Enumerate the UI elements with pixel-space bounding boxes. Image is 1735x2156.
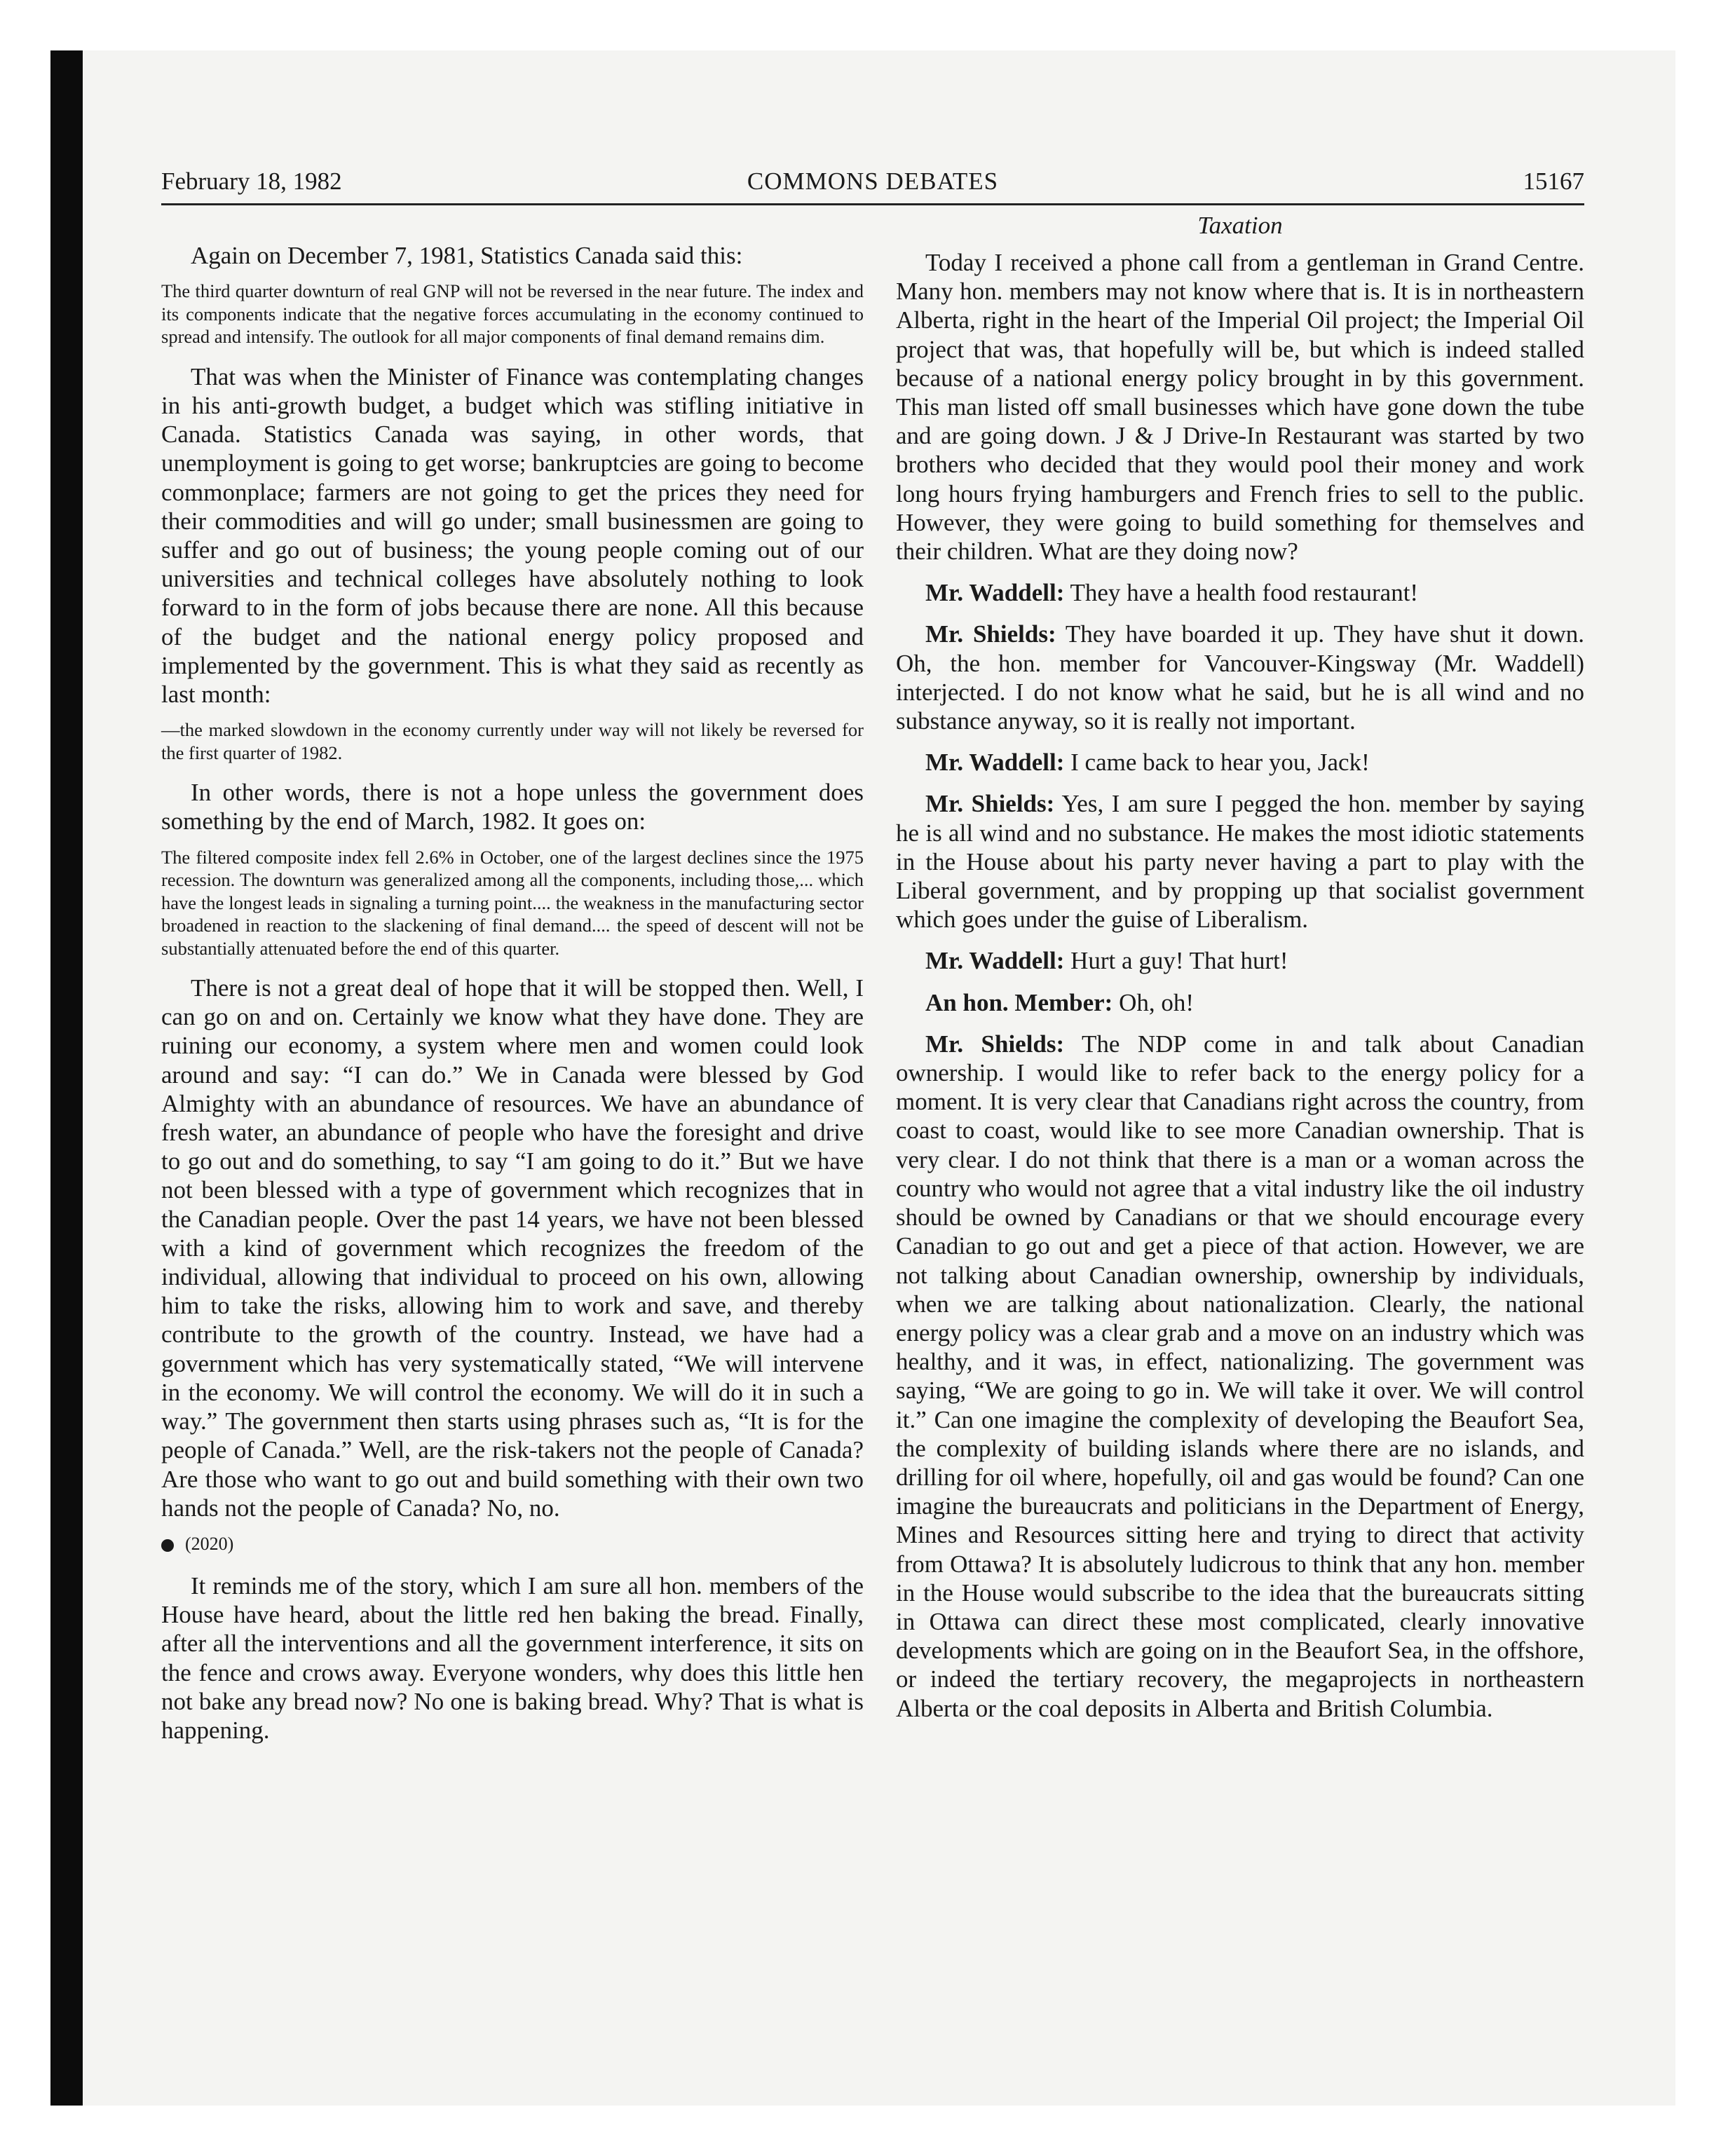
paragraph: That was when the Minister of Finance was contemplating changes in his anti-growth budget, a budget which was stifling initiative in Canada. Statistics Canada was saying, in other words, that unemployment is going to get worse; bankruptcies are going to become commonplace; farmers are not going to get the prices they need for their commodities and will go under; small businessmen are going to suffer and go out of business; the young people coming out of our universities and technical colleges have absolutely nothing to look forward to in the form of jobs because there are none. All this because of the budget and the national energy policy proposed and implemented by the government. This is what they said as recently as last month: (161, 362, 864, 708)
paragraph: There is not a great deal of hope that it will be stopped then. Well, I can go on and on. Certainly we know what they have done. They are ruining our economy, a system where men and women could look around and say: “I can do.” We in Canada were blessed by God Almighty with an abundance of resources. We have an abundance of fresh water, an abundance of people who have the foresight and drive to go out and do something, to say “I am going to do it.” But we have not been blessed with a type of government which recognizes that in the Canadian people. Over the past 14 years, we have not been blessed with a kind of government which recognizes the freedom of the individual, allowing that individual to proceed on his own, allowing him to take the risks, allowing him to work and save, and thereby contribute to the growth of the country. Instead, we have had a government which has very systematically stated, “We will intervene in the economy. We will control the economy. We will do it in such a way.” The government then starts using phrases such as, “It is for the people of Canada.” Well, are the risk-takers not the people of Canada? Are those who want to go out and build something with their own two hands not the people of Canada? No, no. (161, 974, 864, 1522)
speech (896, 748, 1584, 777)
speaker-name: Mr. Shields: (925, 1030, 1065, 1058)
speaker-name: Mr. Waddell: (925, 749, 1065, 777)
paragraph: Again on December 7, 1981, Statistics Canada said this: (191, 242, 743, 269)
speaker-name: An hon. Member: (925, 988, 1113, 1016)
header-rule (161, 203, 1584, 205)
speech (896, 988, 1584, 1017)
block-quote: —the marked slowdown in the economy currently under way will not likely be reversed for the first quarter of 1982. (161, 719, 864, 763)
speaker-name: Mr. Shields: (925, 620, 1056, 648)
speech (896, 620, 1584, 735)
header-journal-title: COMMONS DEBATES (747, 168, 999, 195)
speech-text: They have boarded it up. They have shut it down. Oh, the hon. member for Vancouver-Kingsway (Mr. Waddell) interjected. I do not know what he said, but he is all wind and no substance anyway, so it is really not important. (896, 620, 1584, 735)
speaker-name: Mr. Waddell: (925, 579, 1065, 607)
speaker-name: Mr. Waddell: (925, 947, 1065, 975)
time-marker-label: (2020) (185, 1533, 234, 1554)
left-column (161, 210, 864, 1754)
speech (896, 789, 1584, 934)
section-heading: Taxation (1197, 212, 1283, 239)
speech-text: The NDP come in and talk about Canadian ownership. I would like to refer back to the energy policy for a moment. It is very clear that Canadians right across the country, from coast to coast, would like to see more Canadian ownership. That is very clear. I do not think that there is a man or a woman across the country who would not agree that a vital industry like the oil industry should be owned by Canadians or that we should encourage every Canadian to go out and get a piece of that action. However, we are not talking about Canadian ownership, ownership by individuals, when we are talking about nationalization. Clearly, the national energy policy was a clear grab and a move on an industry which was healthy, and it was, in effect, nationalizing. The government was saying, “We are going to go in. We will take it over. We will control it.” Can one imagine the complexity of developing the Beaufort Sea, the complexity of building islands where there are no islands, and drilling for oil where, hopefully, oil and gas would be found? Can one imagine the bureaucrats and politicians in the Department of Energy, Mines and Resources sitting here and trying to direct that activity from Ottawa? It is absolutely ludicrous to think that any hon. member in the House would subscribe to the idea that the bureaucrats sitting in Ottawa can direct these most complicated, clearly innovative developments which are going on in the Beaufort Sea, in the offshore, or indeed the tertiary recovery, the megaprojects in northeastern Alberta or the coal deposits in Alberta and British Columbia. (896, 1030, 1585, 1722)
speech-text: Hurt a guy! That hurt! (1070, 947, 1288, 975)
speech (896, 946, 1584, 975)
speech-text: They have a health food restaurant! (1070, 579, 1419, 607)
speech-text: Yes, I am sure I pegged the hon. member by saying he is all wind and no substance. He makes the most idiotic statements in the House about his party never having a part to play with the Liberal government, and by propping up that socialist government which goes under the guise of Liberalism. (896, 790, 1584, 934)
header-page-number: 15167 (1523, 168, 1584, 195)
right-column (896, 210, 1584, 1735)
bullet-icon (161, 1539, 174, 1552)
speech-text: I came back to hear you, Jack! (1070, 749, 1370, 777)
header-date: February 18, 1982 (161, 168, 342, 195)
speech (896, 578, 1584, 607)
paragraph: In other words, there is not a hope unless the government does something by the end of March, 1982. It goes on: (161, 779, 864, 835)
speech-text: Oh, oh! (1119, 988, 1195, 1016)
speech (896, 1030, 1584, 1723)
time-marker (161, 1532, 864, 1556)
block-quote: The filtered composite index fell 2.6% in October, one of the largest declines since the 1975 recession. The downturn was generalized among all the components, including those,... which have the longest leads in signaling a turning point.... the weakness in the manufacturing sector broadened in reaction to the slackening of final demand.... the speed of descent will not be substantially attenuated before the end of this quarter. (161, 846, 864, 959)
block-quote: The third quarter downturn of real GNP will not be reversed in the near future. The index and its components indicate that the negative forces accumulating in the economy continued to spread and intensify. The outlook for all major components of final demand remains dim. (161, 280, 864, 348)
paragraph: Today I received a phone call from a gentleman in Grand Centre. Many hon. members may not know where that is. It is in northeastern Alberta, right in the heart of the Imperial Oil project; the Imperial Oil project that was, that hopefully will be, but which is indeed stalled because of a national energy policy brought in by this government. This man listed off small businesses which have gone down the tube and are going down. J & J Drive-In Restaurant was started by two brothers who decided that they would pool their money and work long hours frying hamburgers and French fries to sell to the public. However, they were going to build something for themselves and their children. What are they doing now? (896, 249, 1584, 566)
speaker-name: Mr. Shields: (925, 790, 1055, 818)
paragraph: It reminds me of the story, which I am sure all hon. members of the House have heard, about the little red hen baking the bread. Finally, after all the interventions and all the government interference, it sits on the fence and crows away. Everyone wonders, why does this little hen not bake any bread now? No one is baking bread. Why? That is what is happening. (161, 1571, 864, 1744)
